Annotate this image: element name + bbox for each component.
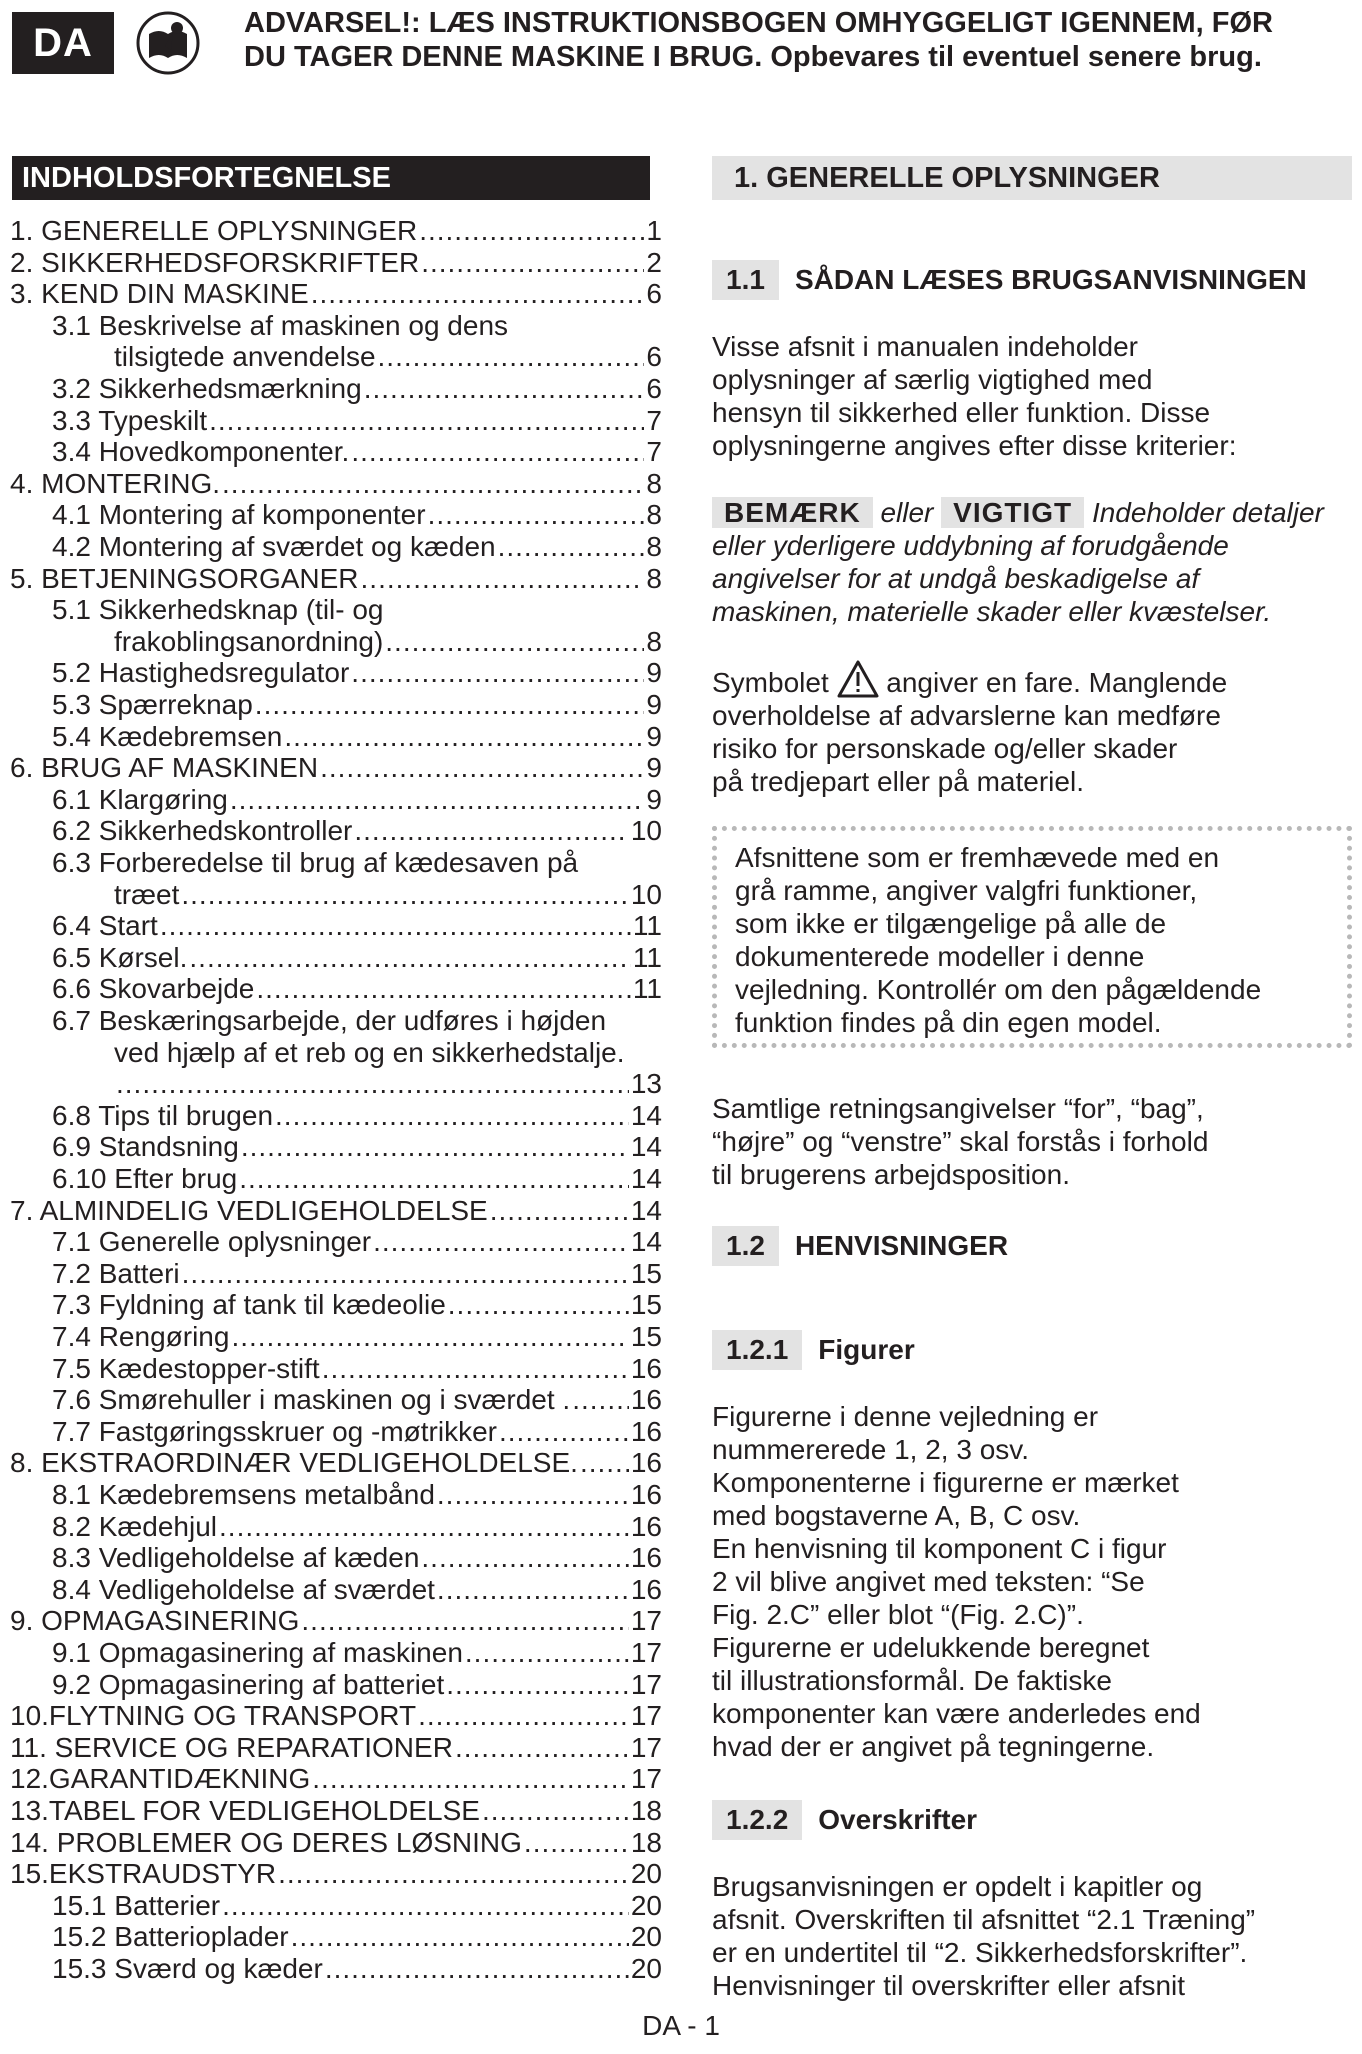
toc-entry-label: 6. BRUG AF MASKINEN bbox=[10, 752, 319, 784]
toc-leader-dots bbox=[311, 279, 645, 309]
toc-leader-dots bbox=[116, 1069, 629, 1099]
toc-entry-label: træet bbox=[114, 878, 180, 910]
toc-entry-page: 14 bbox=[630, 1163, 662, 1194]
subsection-number: 1.2.1 bbox=[712, 1330, 802, 1370]
toc-leader-dots bbox=[182, 1259, 629, 1289]
toc-entry-label: 7.2 Batteri bbox=[52, 1257, 180, 1289]
toc-leader-dots bbox=[428, 500, 645, 530]
text-line: oplysninger af særlig vigtighed med bbox=[712, 364, 1153, 395]
toc-entry-label: 6.4 Start bbox=[52, 910, 158, 942]
toc-entry bbox=[52, 500, 662, 530]
toc-leader-dots bbox=[160, 911, 631, 941]
toc-entry-page: 8 bbox=[646, 467, 662, 499]
important-badge: VIGTIGT bbox=[941, 497, 1084, 528]
toc-entry bbox=[52, 911, 662, 941]
page-number: DA - 1 bbox=[642, 2010, 720, 2041]
toc-entry-label: 6.10 Efter brug bbox=[52, 1163, 238, 1194]
toc-leader-dots bbox=[572, 1385, 629, 1415]
text-line: komponenter kan være anderledes end bbox=[712, 1698, 1201, 1729]
toc-leader-dots bbox=[278, 1859, 629, 1889]
toc-entry-label: 9.2 Opmagasinering af batteriet bbox=[52, 1668, 445, 1700]
symbol-post: angiver en fare. Manglende bbox=[886, 667, 1228, 698]
toc-entry-page: 20 bbox=[630, 1921, 662, 1953]
toc-entry bbox=[52, 785, 662, 815]
toc-entry-page: 17 bbox=[630, 1731, 662, 1763]
toc-entry-page: 11 bbox=[632, 941, 662, 973]
toc-entry bbox=[52, 1480, 662, 1510]
subsection-title: SÅDAN LÆSES BRUGSANVISNINGEN bbox=[794, 264, 1307, 295]
toc-entry-page: 11 bbox=[632, 910, 662, 942]
text-line: hvad der er angivet på tegningerne. bbox=[712, 1731, 1155, 1762]
toc-entry bbox=[52, 1575, 662, 1605]
toc-entry bbox=[10, 753, 662, 783]
text-line: er en undertitel til “2. Sikkerhedsforskrifter”. bbox=[712, 1937, 1248, 1968]
toc-entry-label: 6.8 Tips til brugen bbox=[52, 1099, 274, 1131]
toc-entry-label: 9. OPMAGASINERING bbox=[10, 1605, 300, 1637]
toc-leader-dots bbox=[455, 1733, 629, 1763]
toc-entry bbox=[10, 216, 662, 246]
toc-leader-dots bbox=[322, 1354, 629, 1384]
subsection-title: Overskrifter bbox=[818, 1804, 978, 1835]
toc-leader-dots bbox=[421, 1543, 628, 1573]
toc-entry-label: 7.5 Kædestopper-stift bbox=[52, 1352, 320, 1384]
toc-entry-page: 16 bbox=[630, 1384, 662, 1416]
toc-entry-label: 3.4 Hovedkomponenter. bbox=[52, 436, 350, 468]
toc-leader-dots bbox=[181, 880, 628, 910]
toc-entry-page: 9 bbox=[646, 752, 662, 784]
toc-entry-page: 2 bbox=[646, 246, 662, 278]
toc-entry-label: 6.1 Klargøring bbox=[52, 783, 228, 815]
toc-entry bbox=[10, 1606, 662, 1636]
toc-entry-page: 17 bbox=[630, 1700, 662, 1732]
headings-paragraph bbox=[712, 1870, 1352, 2002]
hazard-warning-icon bbox=[837, 660, 879, 698]
toc-entry-label: 3.1 Beskrivelse af maskinen og dens bbox=[52, 309, 509, 341]
toc-entry-page: 9 bbox=[646, 783, 662, 815]
toc-entry-page: 6 bbox=[646, 341, 662, 373]
toc-entry-label: 7.3 Fyldning af tank til kædeolie bbox=[52, 1289, 446, 1321]
toc-leader-dots bbox=[465, 1638, 629, 1668]
toc-entry-label: 4.1 Montering af komponenter bbox=[52, 499, 426, 531]
toc-entry-label: 15.2 Batterioplader bbox=[52, 1921, 289, 1953]
toc-leader-dots bbox=[361, 564, 645, 594]
toc-entry-label: 7. ALMINDELIG VEDLIGEHOLDELSE bbox=[10, 1194, 488, 1226]
toc-title: INDHOLDSFORTEGNELSE bbox=[12, 156, 650, 200]
toc-entry bbox=[52, 816, 662, 846]
text-line: til illustrationsformål. De faktiske bbox=[712, 1665, 1112, 1696]
toc-entry-label: 7.4 Rengøring bbox=[52, 1321, 230, 1352]
text-line: Komponenterne i figurerne er mærket bbox=[712, 1467, 1179, 1498]
toc-entry bbox=[52, 658, 662, 688]
text-line: vejledning. Kontrollér om den pågældende bbox=[735, 974, 1262, 1005]
toc-leader-dots bbox=[320, 753, 644, 783]
toc-leader-dots bbox=[275, 1101, 629, 1131]
toc-leader-dots bbox=[256, 974, 631, 1004]
toc-leader-dots bbox=[291, 1922, 629, 1952]
toc-entry-label: 7.6 Smørehuller i maskinen og i sværdet . bbox=[52, 1384, 571, 1416]
text-line: “højre” og “venstre” skal forstås i forhold bbox=[712, 1126, 1209, 1157]
text-line: risiko for personskade og/eller skader bbox=[712, 733, 1178, 764]
toc-entry-label: ved hjælp af et reb og en sikkerhedstalje. bbox=[114, 1036, 625, 1068]
toc-entry bbox=[10, 1196, 662, 1226]
toc-leader-dots bbox=[482, 1796, 629, 1826]
warning-notice bbox=[244, 6, 1354, 74]
toc-entry-page: 20 bbox=[630, 1889, 662, 1921]
toc-entry-page: 8 bbox=[646, 562, 662, 594]
toc-entry-label: 6.6 Skovarbejde bbox=[52, 973, 255, 1005]
text-line: med bogstaverne A, B, C osv. bbox=[712, 1500, 1081, 1531]
toc-leader-dots bbox=[351, 437, 644, 467]
toc-entry bbox=[52, 1922, 662, 1952]
toc-entry bbox=[52, 1132, 662, 1162]
toc-entry bbox=[52, 1101, 662, 1131]
toc-entry-label: 4. MONTERING. bbox=[10, 467, 221, 499]
toc-entry-label: 6.9 Standsning bbox=[52, 1131, 239, 1163]
text-line: Brugsanvisningen er opdelt i kapitler og bbox=[712, 1871, 1203, 1902]
toc-entry-label: 7.7 Fastgøringsskruer og -møtrikker bbox=[52, 1415, 497, 1447]
toc-entry bbox=[10, 279, 662, 309]
text-line: Fig. 2.C” eller blot “(Fig. 2.C)”. bbox=[712, 1599, 1084, 1630]
toc-entry bbox=[52, 1891, 662, 1921]
toc-entry bbox=[114, 880, 662, 910]
toc-entry-label: 9.1 Opmagasinering af maskinen bbox=[52, 1637, 463, 1668]
text-line: som ikke er tilgængelige på alle de bbox=[735, 908, 1167, 939]
text-line: Visse afsnit i manualen indeholder bbox=[712, 331, 1138, 362]
toc-entry-label: 5.4 Kædebremsen bbox=[52, 720, 283, 752]
toc-entry-label: 5.2 Hastighedsregulator bbox=[52, 657, 350, 689]
toc-entry-page: 15 bbox=[630, 1289, 662, 1321]
toc-leader-dots bbox=[255, 690, 645, 720]
toc-entry-page: 18 bbox=[630, 1826, 662, 1858]
toc-entry bbox=[52, 1512, 662, 1542]
toc-entry bbox=[10, 1764, 662, 1794]
toc-entry-label: 3. KEND DIN MASKINE bbox=[10, 278, 309, 310]
toc-entry-page: 6 bbox=[646, 373, 662, 404]
toc-entry bbox=[52, 532, 662, 562]
text-line: 2 vil blive angivet med teksten: “Se bbox=[712, 1566, 1145, 1597]
toc-entry bbox=[52, 1006, 662, 1036]
note-badge: BEMÆRK bbox=[712, 497, 873, 528]
toc-entry-page: 16 bbox=[630, 1415, 662, 1447]
toc-entry-page: 9 bbox=[646, 657, 662, 689]
toc-entry-page: 20 bbox=[630, 1953, 662, 1984]
toc-entry-label: 11. SERVICE OG REPARATIONER bbox=[10, 1731, 453, 1763]
toc-entry-page: 16 bbox=[630, 1573, 662, 1605]
warning-line-1: ADVARSEL!: LÆS INSTRUKTIONSBOGEN OMHYGGELIGT IGENNEM, FØR bbox=[244, 7, 1273, 39]
toc-entry bbox=[10, 248, 662, 278]
toc-leader-dots bbox=[385, 627, 644, 657]
toc-entry bbox=[114, 1038, 662, 1068]
toc-entry-page: 8 bbox=[646, 499, 662, 531]
toc-leader-dots bbox=[499, 1417, 629, 1447]
text-line: til brugerens arbejdsposition. bbox=[712, 1159, 1070, 1190]
toc-entry bbox=[52, 1322, 662, 1352]
subsection-title: HENVISNINGER bbox=[794, 1230, 1009, 1261]
symbol-pre: Symbolet bbox=[712, 667, 829, 698]
toc-entry bbox=[10, 1828, 662, 1858]
toc-entry bbox=[52, 690, 662, 720]
toc-entry-page: 15 bbox=[630, 1257, 662, 1289]
toc-entry bbox=[10, 1859, 662, 1889]
toc-entry-label: frakoblingsanordning) bbox=[114, 625, 384, 657]
toc-entry-page: 16 bbox=[630, 1510, 662, 1542]
toc-entry-label: 8.3 Vedligeholdelse af kæden bbox=[52, 1542, 420, 1574]
toc-leader-dots bbox=[364, 374, 645, 404]
toc-entry-label: 4.2 Montering af sværdet og kæden bbox=[52, 531, 496, 562]
toc-entry-label: 14. PROBLEMER OG DERES LØSNING bbox=[10, 1826, 522, 1858]
toc-entry-page: 17 bbox=[630, 1605, 662, 1637]
directions-paragraph bbox=[712, 1092, 1352, 1191]
toc-leader-dots bbox=[239, 1164, 629, 1194]
toc-entry bbox=[114, 342, 662, 372]
language-code-badge: DA bbox=[12, 12, 114, 74]
toc-entry-label: 7.1 Generelle oplysninger bbox=[52, 1226, 372, 1258]
text-line: hensyn til sikkerhed eller funktion. Disse bbox=[712, 397, 1211, 428]
toc-entry-page: 7 bbox=[646, 436, 662, 468]
toc-entry-label: 6.3 Forberedelse til brug af kædesaven på bbox=[52, 847, 579, 878]
toc-entry bbox=[52, 437, 662, 467]
note-text: Indeholder detaljer bbox=[1091, 497, 1324, 528]
toc-entry-page: 11 bbox=[632, 973, 662, 1005]
toc-leader-dots bbox=[490, 1196, 629, 1226]
text-line: dokumenterede modeller i denne bbox=[735, 941, 1145, 972]
toc-entry bbox=[52, 374, 662, 404]
toc-entry-label: 5. BETJENINGSORGANER bbox=[10, 562, 359, 594]
toc-leader-dots bbox=[284, 722, 644, 752]
toc-entry bbox=[52, 1259, 662, 1289]
toc-leader-dots bbox=[219, 1512, 629, 1542]
note-or: eller bbox=[880, 497, 934, 528]
toc-entry bbox=[52, 943, 662, 973]
toc-entry bbox=[52, 595, 662, 625]
toc-leader-dots bbox=[419, 216, 644, 246]
optional-features-box bbox=[712, 826, 1352, 1048]
toc-entry-label: 5.3 Spærreknap bbox=[52, 689, 253, 720]
toc-entry bbox=[52, 1543, 662, 1573]
toc-leader-dots bbox=[222, 469, 644, 499]
toc-entry bbox=[52, 1417, 662, 1447]
toc-entry bbox=[10, 1701, 662, 1731]
toc-entry-page: 16 bbox=[630, 1542, 662, 1574]
toc-entry-label: 8.2 Kædehjul bbox=[52, 1510, 218, 1542]
subsection-1-2-heading bbox=[712, 1226, 1008, 1266]
toc-entry bbox=[52, 1290, 662, 1320]
toc-leader-dots bbox=[351, 658, 644, 688]
text-line: angivelser for at undgå beskadigelse af bbox=[712, 563, 1200, 594]
toc-leader-dots bbox=[437, 1575, 629, 1605]
toc-entry bbox=[52, 1638, 662, 1668]
toc-entry-page: 14 bbox=[630, 1194, 662, 1226]
toc-leader-dots bbox=[241, 1132, 629, 1162]
toc-entry-page: 7 bbox=[646, 404, 662, 436]
subsection-number: 1.2 bbox=[712, 1226, 779, 1266]
toc-entry bbox=[52, 406, 662, 436]
toc-entry-page: 10 bbox=[630, 878, 662, 910]
toc-entry-page: 14 bbox=[630, 1226, 662, 1258]
toc-leader-dots bbox=[301, 1606, 628, 1636]
toc-entry bbox=[52, 1954, 662, 1984]
text-line: maskinen, materielle skader eller kvæstelser. bbox=[712, 596, 1272, 627]
toc-entry-page: 16 bbox=[630, 1447, 662, 1479]
toc-leader-dots bbox=[421, 248, 644, 278]
toc-entry-page: 9 bbox=[646, 689, 662, 720]
toc-leader-dots bbox=[448, 1290, 629, 1320]
toc-leader-dots bbox=[373, 1227, 629, 1257]
toc-entry bbox=[10, 564, 662, 594]
toc-entry bbox=[52, 1670, 662, 1700]
toc-leader-dots bbox=[418, 1701, 629, 1731]
toc-entry-page: 15 bbox=[630, 1321, 662, 1352]
toc-entry bbox=[52, 722, 662, 752]
toc-leader-dots bbox=[446, 1670, 629, 1700]
toc-entry-label: 6.7 Beskæringsarbejde, der udføres i højden bbox=[52, 1005, 607, 1036]
text-line: afsnit. Overskriften til afsnittet “2.1 Træning” bbox=[712, 1904, 1256, 1935]
toc-leader-dots bbox=[378, 342, 645, 372]
toc-entry bbox=[52, 1164, 662, 1194]
toc-entry-page: 20 bbox=[630, 1858, 662, 1890]
toc-entry bbox=[114, 1069, 662, 1099]
toc-entry bbox=[10, 1796, 662, 1826]
note-paragraph bbox=[712, 496, 1352, 628]
toc-leader-dots bbox=[312, 1764, 629, 1794]
toc-entry-label: 15.1 Batterier bbox=[52, 1889, 221, 1921]
text-line: Figurerne i denne vejledning er bbox=[712, 1401, 1099, 1432]
toc-entry-page: 10 bbox=[630, 815, 662, 847]
toc-entry bbox=[52, 1385, 662, 1415]
toc-entry bbox=[10, 469, 662, 499]
section-1-title: 1. GENERELLE OPLYSNINGER bbox=[712, 156, 1352, 200]
subsection-title: Figurer bbox=[818, 1334, 915, 1365]
warning-line-2: DU TAGER DENNE MASKINE I BRUG. Opbevares til eventuel senere brug. bbox=[244, 41, 1262, 73]
subsection-1-2-1-heading bbox=[712, 1330, 915, 1370]
toc-entry bbox=[10, 1448, 662, 1478]
toc-entry-label: 8. EKSTRAORDINÆR VEDLIGEHOLDELSE. bbox=[10, 1447, 578, 1479]
toc-leader-dots bbox=[231, 1322, 628, 1352]
toc-entry-page: 8 bbox=[646, 531, 662, 562]
text-line: grå ramme, angiver valgfri funktioner, bbox=[735, 875, 1198, 906]
toc-leader-dots bbox=[498, 532, 645, 562]
toc-entry-page: 17 bbox=[630, 1637, 662, 1668]
toc-entry-label: 3.2 Sikkerhedsmærkning bbox=[52, 373, 362, 404]
toc-entry-label: 5.1 Sikkerhedsknap (til- og bbox=[52, 594, 384, 626]
toc-entry-page: 6 bbox=[646, 278, 662, 310]
toc-entry-page: 18 bbox=[630, 1795, 662, 1826]
toc-entry bbox=[52, 1354, 662, 1384]
toc-entry bbox=[52, 848, 662, 878]
toc-entry-label: 6.2 Sikkerhedskontroller bbox=[52, 815, 353, 847]
toc-entry-page: 16 bbox=[630, 1479, 662, 1510]
text-line: Henvisninger til overskrifter eller afsnit bbox=[712, 1970, 1186, 2001]
toc-entry-label: 10.FLYTNING OG TRANSPORT bbox=[10, 1700, 417, 1732]
toc-entry-page: 8 bbox=[646, 625, 662, 657]
toc-leader-dots bbox=[437, 1480, 629, 1510]
hazard-symbol-paragraph bbox=[712, 660, 1352, 798]
toc-entry-label: 1. GENERELLE OPLYSNINGER bbox=[10, 215, 418, 246]
toc-leader-dots bbox=[189, 943, 631, 973]
toc-entry-label: 3.3 Typeskilt bbox=[52, 404, 208, 436]
subsection-number: 1.1 bbox=[712, 260, 779, 300]
toc-entry-label: 13.TABEL FOR VEDLIGEHOLDELSE bbox=[10, 1795, 480, 1826]
toc-entry-page: 14 bbox=[630, 1131, 662, 1163]
toc-entry-page: 1 bbox=[646, 215, 662, 246]
text-line: Figurerne er udelukkende beregnet bbox=[712, 1632, 1150, 1663]
subsection-1-1-heading bbox=[712, 260, 1307, 300]
toc-entry-page: 17 bbox=[630, 1763, 662, 1795]
toc-entry-label: 8.1 Kædebremsens metalbånd bbox=[52, 1479, 435, 1510]
toc-entry-label: 6.5 Kørsel. bbox=[52, 941, 188, 973]
subsection-number: 1.2.2 bbox=[712, 1800, 802, 1840]
toc-entry bbox=[114, 627, 662, 657]
text-line: på tredjepart eller på materiel. bbox=[712, 766, 1084, 797]
toc-entry-page: 17 bbox=[630, 1668, 662, 1700]
toc-entry-page: 14 bbox=[630, 1099, 662, 1131]
toc-entry-label: 12.GARANTIDÆKNING bbox=[10, 1763, 311, 1795]
text-line: funktion findes på din egen model. bbox=[735, 1007, 1162, 1038]
manual-book-icon bbox=[135, 10, 201, 76]
toc-entry-label: 8.4 Vedligeholdelse af sværdet bbox=[52, 1573, 435, 1605]
text-line: Afsnittene som er fremhævede med en bbox=[735, 842, 1220, 873]
toc-entry-label: 15.EKSTRAUDSTYR bbox=[10, 1858, 277, 1890]
text-line: En henvisning til komponent C i figur bbox=[712, 1533, 1167, 1564]
toc-leader-dots bbox=[325, 1954, 629, 1984]
text-line: oplysningerne angives efter disse kriterier: bbox=[712, 430, 1237, 461]
text-line: Samtlige retningsangivelser “for”, “bag”, bbox=[712, 1093, 1204, 1124]
toc-entry-page: 9 bbox=[646, 720, 662, 752]
toc-entry bbox=[52, 974, 662, 1004]
text-line: eller yderligere uddybning af forudgående bbox=[712, 530, 1229, 561]
toc-leader-dots bbox=[580, 1448, 629, 1478]
toc-leader-dots bbox=[354, 816, 628, 846]
toc-entry-label: 2. SIKKERHEDSFORSKRIFTER bbox=[10, 246, 420, 278]
toc-entry-page: 13 bbox=[630, 1068, 662, 1100]
toc-leader-dots bbox=[230, 785, 645, 815]
toc-entry bbox=[52, 311, 662, 341]
subsection-1-2-2-heading bbox=[712, 1800, 977, 1840]
toc-entry bbox=[10, 1733, 662, 1763]
toc-leader-dots bbox=[222, 1891, 629, 1921]
toc-entry bbox=[52, 1227, 662, 1257]
figures-paragraph bbox=[712, 1400, 1352, 1763]
toc-leader-dots bbox=[209, 406, 644, 436]
toc-entry-page: 16 bbox=[630, 1352, 662, 1384]
toc-entry-label: tilsigtede anvendelse bbox=[114, 341, 376, 373]
intro-paragraph bbox=[712, 330, 1352, 462]
toc-leader-dots bbox=[524, 1828, 629, 1858]
text-line: overholdelse af advarslerne kan medføre bbox=[712, 700, 1221, 731]
text-line: nummererede 1, 2, 3 osv. bbox=[712, 1434, 1029, 1465]
toc-entry-label: 15.3 Sværd og kæder bbox=[52, 1953, 323, 1984]
